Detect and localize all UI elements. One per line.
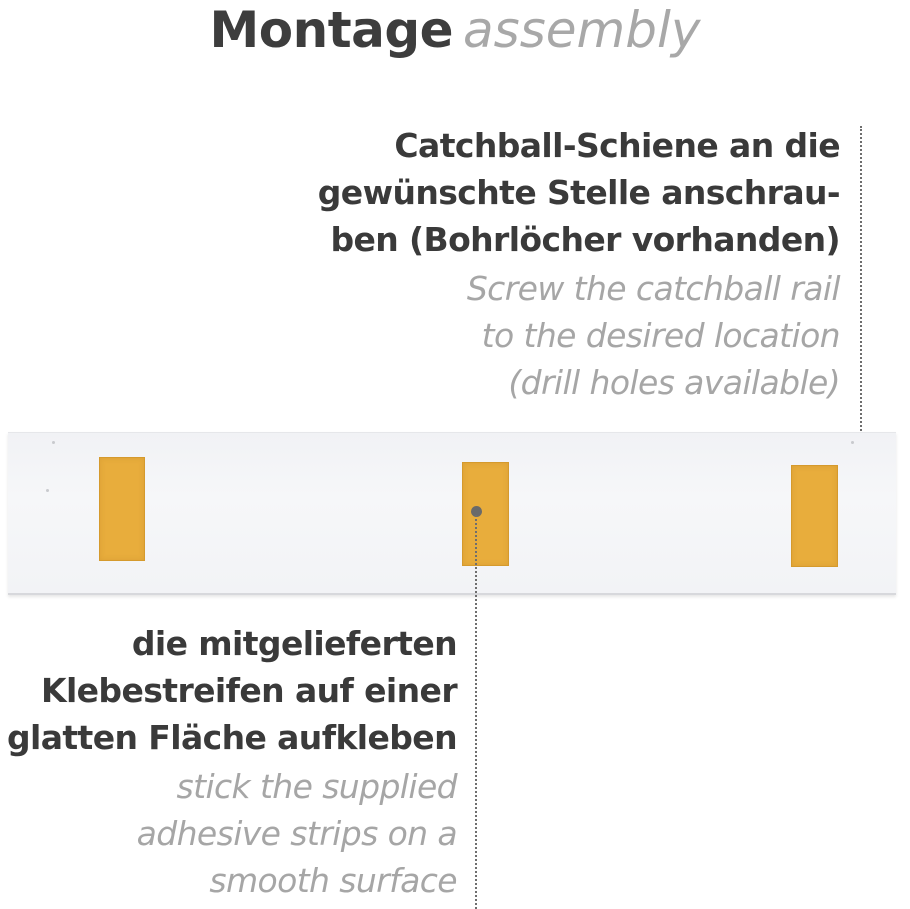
page-title <box>0 2 910 58</box>
adhesive-strip-right <box>791 465 838 567</box>
instruction-german <box>318 122 840 263</box>
screw-leader-line <box>860 126 862 454</box>
adhesive-strip-center <box>462 462 509 566</box>
instruction-line: Klebestreifen auf einer <box>40 671 457 710</box>
instruction-german <box>7 620 457 761</box>
catchball-rail <box>8 432 896 595</box>
instruction-line: ben (Bohrlöcher vorhanden) <box>330 220 840 259</box>
instruction-line: to the desired location <box>481 316 840 355</box>
instruction-line: Screw the catchball rail <box>466 269 840 308</box>
title-english: assembly <box>463 1 701 59</box>
instruction-line: (drill holes available) <box>508 363 840 402</box>
instruction-line: die mitgelieferten <box>131 624 457 663</box>
instruction-english <box>7 763 457 904</box>
instruction-line: gewünschte Stelle anschrau- <box>317 173 840 212</box>
adhesive-strip-left <box>99 457 145 561</box>
adhesive-strip-instruction <box>7 620 457 904</box>
title-german: Montage <box>209 1 454 59</box>
instruction-line: stick the supplied <box>176 767 457 806</box>
instruction-line: smooth surface <box>209 861 457 900</box>
rail-speck <box>46 489 49 492</box>
rail-speck <box>851 441 854 444</box>
adhesive-leader-line <box>475 515 477 909</box>
rail-speck <box>52 441 55 444</box>
instruction-english <box>318 265 840 406</box>
instruction-line: Catchball-Schiene an die <box>394 126 840 165</box>
rail-mounting-instruction <box>318 122 840 406</box>
instruction-line: glatten Fläche aufkleben <box>6 718 457 757</box>
instruction-line: adhesive strips on a <box>136 814 457 853</box>
